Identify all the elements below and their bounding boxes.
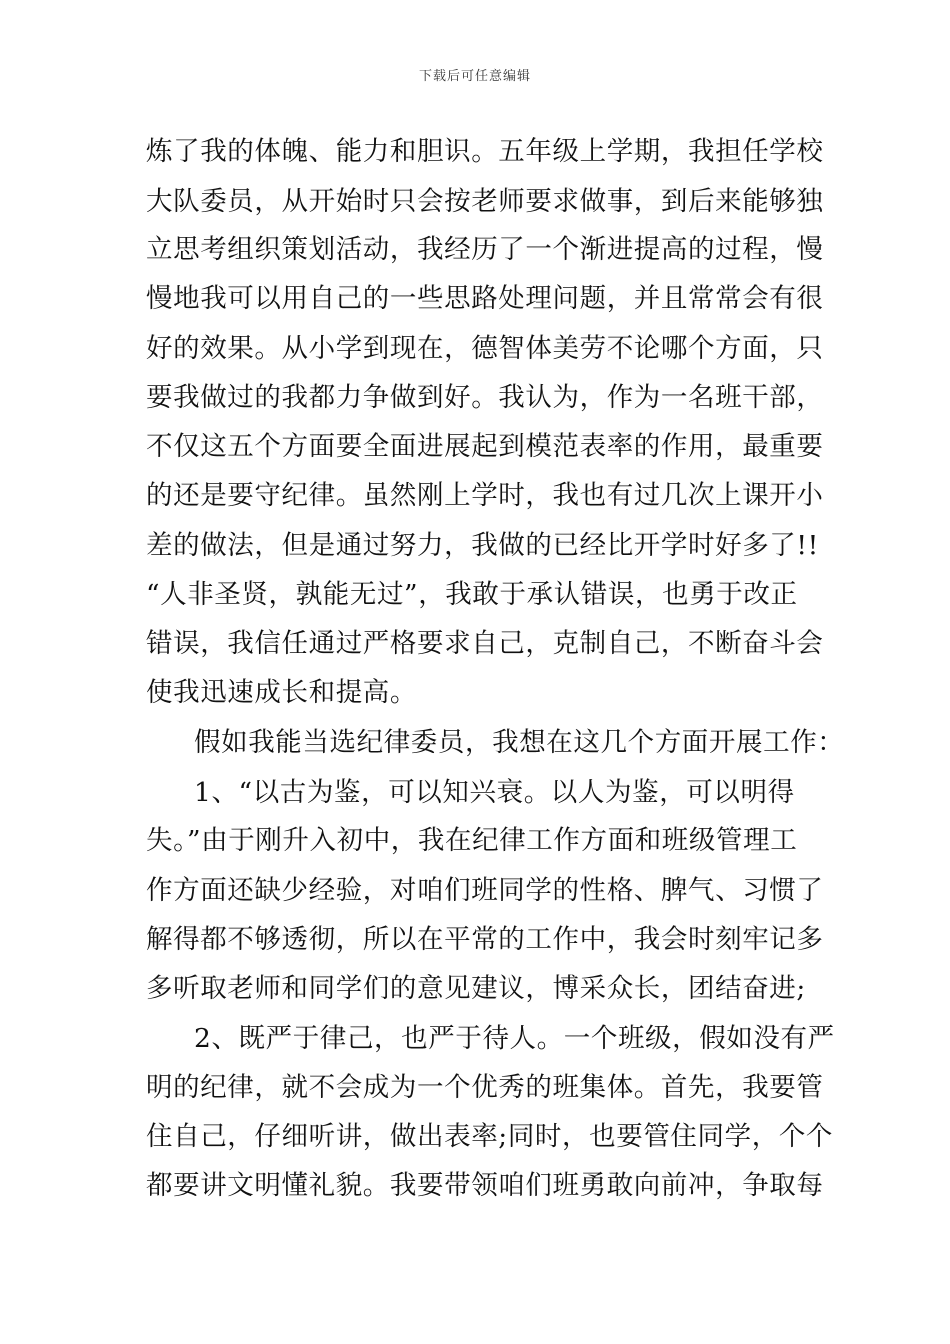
text-line: 都要讲文明懂礼貌。我要带领咱们班勇敢向前冲，争取每 — [146, 1170, 824, 1201]
text-line: 要我做过的我都力争做到好。我认为，作为一名班干部， — [146, 382, 824, 413]
paragraph-first-line: 假如我能当选纪律委员，我想在这几个方面开展工作： — [194, 727, 845, 758]
text-line: 明的纪律，就不会成为一个优秀的班集体。首先，我要管 — [146, 1072, 824, 1103]
text-line: 差的做法，但是通过努力，我做的已经比开学时好多了!! — [146, 530, 819, 561]
text-line: 慢地我可以用自己的一些思路处理问题，并且常常会有很 — [146, 283, 824, 314]
paragraph-first-line: 1、“以古为鉴，可以知兴衰。以人为鉴，可以明得 — [194, 777, 795, 808]
text-line: 大队委员，从开始时只会按老师要求做事，到后来能够独 — [146, 186, 824, 217]
text-line: 的还是要守纪律。虽然刚上学时，我也有过几次上课开小 — [146, 480, 824, 511]
text-line: 住自己，仔细听讲，做出表率;同时，也要管住同学，个个 — [146, 1121, 834, 1152]
text-line: 失。”由于刚升入初中，我在纪律工作方面和班级管理工 — [146, 825, 798, 856]
text-line: 使我迅速成长和提高。 — [146, 677, 417, 708]
text-line: 解得都不够透彻，所以在平常的工作中，我会时刻牢记多 — [146, 924, 824, 955]
text-line: 好的效果。从小学到现在，德智体美劳不论哪个方面，只 — [146, 333, 824, 364]
text-line: 炼了我的体魄、能力和胆识。五年级上学期，我担任学校 — [146, 136, 824, 167]
text-line: 多听取老师和同学们的意见建议，博采众长，团结奋进; — [146, 973, 806, 1004]
page-header: 下载后可任意编辑 — [418, 69, 531, 84]
text-line: 不仅这五个方面要全面进展起到模范表率的作用，最重要 — [146, 431, 824, 462]
text-line: 作方面还缺少经验，对咱们班同学的性格、脾气、习惯了 — [146, 875, 824, 906]
text-line: 错误，我信任通过严格要求自己，克制自己，不断奋斗会 — [146, 628, 824, 659]
text-line: “人非圣贤，孰能无过”，我敢于承认错误，也勇于改正 — [146, 579, 798, 610]
paragraph-first-line: 2、既严于律己，也严于待人。一个班级，假如没有严 — [194, 1023, 835, 1054]
text-line: 立思考组织策划活动，我经历了一个渐进提高的过程，慢 — [146, 234, 824, 265]
